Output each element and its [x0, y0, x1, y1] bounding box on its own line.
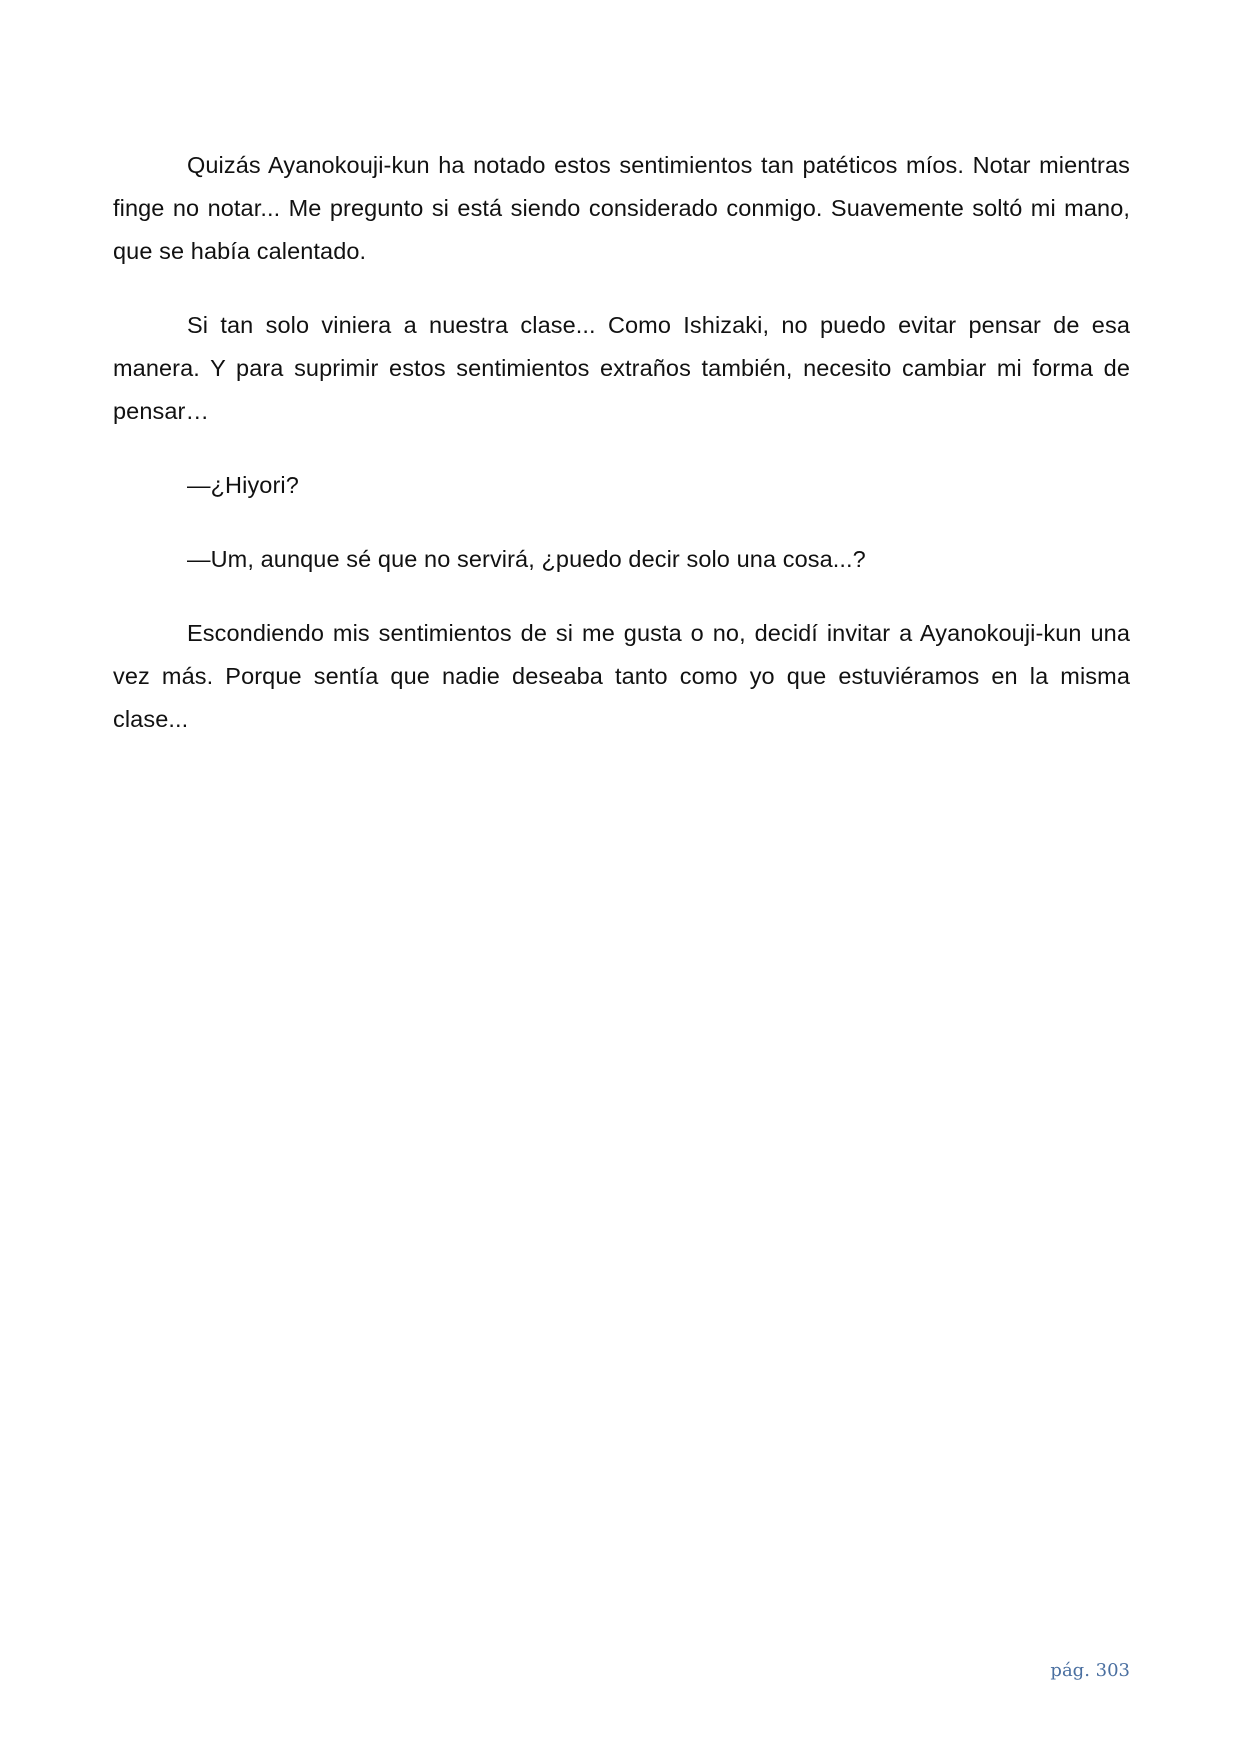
page-number: pág. 303 [1050, 1660, 1130, 1681]
paragraph-2: Si tan solo viniera a nuestra clase... Como Ishizaki, no puedo evitar pensar de esa manera. Y para suprimir estos sentimientos extraños también, necesito cambiar mi forma de pensar… [113, 312, 1130, 424]
text-body [113, 144, 1130, 772]
dialogue-line-2: —Um, aunque sé que no servirá, ¿puedo decir solo una cosa...? [187, 546, 866, 572]
paragraph-1: Quizás Ayanokouji-kun ha notado estos sentimientos tan patéticos míos. Notar mientras finge no notar... Me pregunto si está siendo considerado conmigo. Suavemente soltó mi mano, que se había calentado. [113, 152, 1130, 264]
paragraph-3: Escondiendo mis sentimientos de si me gusta o no, decidí invitar a Ayanokouji-kun una vez más. Porque sentía que nadie deseaba tanto como yo que estuviéramos en la misma clase... [113, 620, 1130, 732]
dialogue-line-1: —¿Hiyori? [187, 472, 299, 498]
